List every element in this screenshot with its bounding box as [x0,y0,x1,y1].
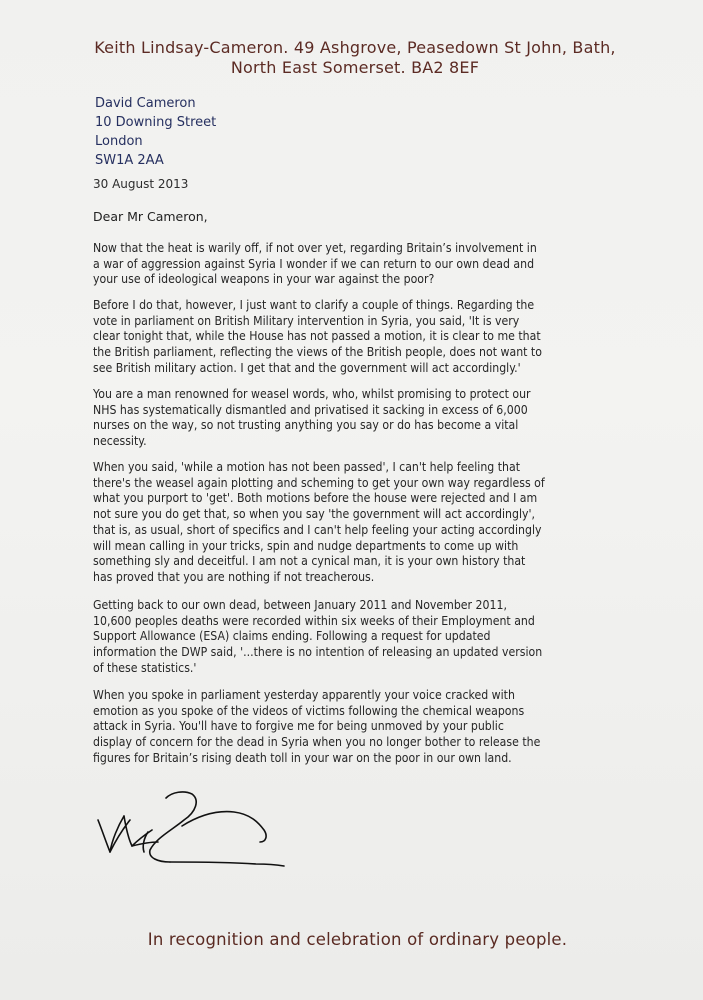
paragraph-line: You are a man renowned for weasel words, who, whilst promising to protect our [93,387,531,401]
paragraph-line: your use of ideological weapons in your war against the poor? [93,272,435,287]
letter-date: 30 August 2013 [93,177,189,191]
paragraph-line: 10,600 peoples deaths were recorded within six weeks of their Employment and [93,613,535,628]
body-paragraph-3 [93,387,656,450]
recipient-name: David Cameron [95,96,196,111]
body-paragraph-2 [93,298,656,377]
recipient-address [95,94,216,170]
paragraph-line: see British military action. I get that and the government will act accordingly.' [93,360,521,375]
sender-letterhead [60,38,650,78]
sender-address-line-2: North East Somerset. BA2 8EF [230,58,480,77]
paragraph-line: attack in Syria. You'll have to forgive me for being unmoved by your public [93,719,504,734]
paragraph-line: Support Allowance (ESA) claims ending. Following a request for updated [93,629,491,644]
paragraph-line: nurses on the way, so not trusting anything you say or do has become a vital [93,418,519,433]
paragraph-line: When you spoke in parliament yesterday apparently your voice cracked with [93,688,515,702]
paragraph-line: display of concern for the dead in Syria when you no longer bother to release the [93,735,541,750]
paragraph-line: figures for Britain’s rising death toll in your war on the poor in our own land. [93,750,512,765]
salutation: Dear Mr Cameron, [93,209,208,224]
paragraph-line: has proved that you are nothing if not treacherous. [93,569,375,584]
paragraph-line: of these statistics.' [93,660,197,675]
body-paragraph-4 [93,460,656,586]
body-paragraph-1 [93,241,656,288]
body-paragraph-6 [93,688,656,767]
handwritten-signature [88,780,318,875]
paragraph-line: NHS has systematically dismantled and privatised it sacking in excess of 6,000 [93,402,528,417]
paragraph-line: necessity. [93,434,147,449]
paragraph-line: information the DWP said, '...there is no intention of releasing an updated version [93,645,543,660]
recipient-street: 10 Downing Street [95,115,217,130]
paragraph-line: emotion as you spoke of the videos of victims following the chemical weapons [93,703,525,718]
paragraph-line: will mean calling in your tricks, spin and nudge departments to come up with [93,538,519,553]
paragraph-line: not sure you do get that, so when you say 'the government will act accordingly', [93,507,536,522]
footer-tagline: In recognition and celebration of ordinary people. [147,930,568,949]
paragraph-line: something sly and deceitful. I am not a cynical man, it is your own history that [93,554,526,569]
recipient-postcode: SW1A 2AA [95,153,164,168]
paragraph-line: the British parliament, reflecting the views of the British people, does not want to [93,345,542,360]
sender-address-line-1: Keith Lindsay-Cameron. 49 Ashgrove, Peasedown St John, Bath, [94,38,616,57]
recipient-city: London [95,134,143,149]
paragraph-line: Now that the heat is warily off, if not over yet, regarding Britain’s involvement in [93,241,537,255]
paragraph-line: Getting back to our own dead, between January 2011 and November 2011, [93,598,507,612]
paragraph-line: vote in parliament on British Military intervention in Syria, you said, 'It is very [93,313,520,328]
paragraph-line: what you purport to 'get'. Both motions before the house were rejected and I am [93,491,538,506]
paragraph-line: When you said, 'while a motion has not been passed', I can't help feeling that [93,460,521,474]
body-paragraph-5 [93,598,656,677]
paragraph-line: clear tonight that, while the House has not passed a motion, it is clear to me that [93,329,541,344]
paragraph-line: that is, as usual, short of specifics and I can't help feeling your acting accordingly [93,522,542,537]
paragraph-line: there's the weasel again plotting and scheming to get your own way regardless of [93,475,545,490]
paragraph-line: Before I do that, however, I just want to clarify a couple of things. Regarding the [93,298,535,312]
paragraph-line: a war of aggression against Syria I wonder if we can return to our own dead and [93,256,535,271]
